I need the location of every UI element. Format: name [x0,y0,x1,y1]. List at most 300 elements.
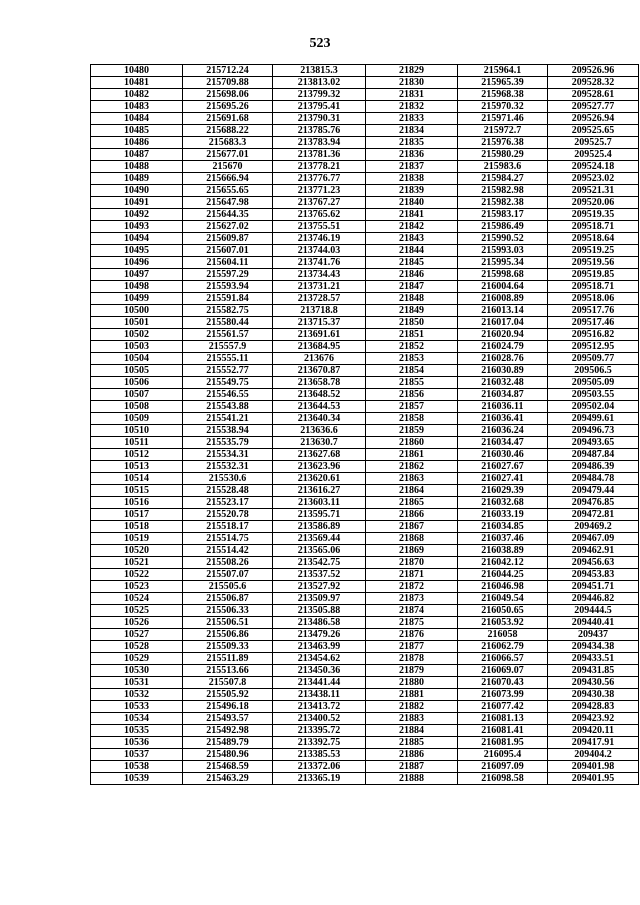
x-coordinate-right: 216033.19 [458,509,548,521]
point-number-left: 10505 [91,365,183,377]
point-number-right: 21872 [366,581,458,593]
y-coordinate-right: 209525.65 [548,125,639,137]
x-coordinate-left: 215609.87 [183,233,273,245]
point-number-right: 21838 [366,173,458,185]
table-row [91,209,639,221]
point-number-left: 10509 [91,413,183,425]
point-number-right: 21833 [366,113,458,125]
x-coordinate-right: 216049.54 [458,593,548,605]
point-number-right: 21880 [366,677,458,689]
x-coordinate-right: 215986.49 [458,221,548,233]
x-coordinate-right: 216081.95 [458,737,548,749]
y-coordinate-right: 209523.02 [548,173,639,185]
point-number-left: 10504 [91,353,183,365]
y-coordinate-right: 209420.11 [548,725,639,737]
table-row [91,221,639,233]
x-coordinate-right: 215972.7 [458,125,548,137]
x-coordinate-left: 215493.57 [183,713,273,725]
y-coordinate-left: 213586.89 [273,521,366,533]
x-coordinate-left: 215507.8 [183,677,273,689]
table-row [91,377,639,389]
y-coordinate-left: 213813.02 [273,77,366,89]
x-coordinate-right: 216029.39 [458,485,548,497]
x-coordinate-left: 215591.84 [183,293,273,305]
point-number-right: 21877 [366,641,458,653]
x-coordinate-right: 215968.38 [458,89,548,101]
x-coordinate-left: 215505.6 [183,581,273,593]
x-coordinate-left: 215489.79 [183,737,273,749]
y-coordinate-right: 209404.2 [548,749,639,761]
table-row [91,401,639,413]
x-coordinate-right: 216066.57 [458,653,548,665]
y-coordinate-left: 213537.52 [273,569,366,581]
y-coordinate-left: 213734.43 [273,269,366,281]
x-coordinate-left: 215506.86 [183,629,273,641]
y-coordinate-left: 213595.71 [273,509,366,521]
y-coordinate-right: 209524.18 [548,161,639,173]
point-number-right: 21854 [366,365,458,377]
y-coordinate-right: 209456.63 [548,557,639,569]
point-number-right: 21855 [366,377,458,389]
x-coordinate-left: 215480.96 [183,749,273,761]
y-coordinate-right: 209431.85 [548,665,639,677]
point-number-left: 10525 [91,605,183,617]
x-coordinate-left: 215507.07 [183,569,273,581]
table-row [91,497,639,509]
y-coordinate-right: 209417.91 [548,737,639,749]
y-coordinate-left: 213527.92 [273,581,366,593]
table-row [91,161,639,173]
y-coordinate-right: 209518.06 [548,293,639,305]
y-coordinate-left: 213691.61 [273,329,366,341]
y-coordinate-right: 209512.95 [548,341,639,353]
y-coordinate-left: 213569.44 [273,533,366,545]
y-coordinate-left: 213385.53 [273,749,366,761]
y-coordinate-left: 213799.32 [273,89,366,101]
x-coordinate-right: 215998.68 [458,269,548,281]
point-number-right: 21839 [366,185,458,197]
x-coordinate-right: 216037.46 [458,533,548,545]
point-number-left: 10486 [91,137,183,149]
point-number-left: 10489 [91,173,183,185]
y-coordinate-left: 213684.95 [273,341,366,353]
x-coordinate-left: 215604.11 [183,257,273,269]
x-coordinate-left: 215506.87 [183,593,273,605]
y-coordinate-left: 213441.44 [273,677,366,689]
x-coordinate-left: 215514.42 [183,545,273,557]
x-coordinate-left: 215695.26 [183,101,273,113]
table-row [91,653,639,665]
x-coordinate-left: 215543.88 [183,401,273,413]
x-coordinate-right: 215983.17 [458,209,548,221]
point-number-right: 21886 [366,749,458,761]
table-row [91,233,639,245]
y-coordinate-right: 209401.98 [548,761,639,773]
point-number-left: 10496 [91,257,183,269]
x-coordinate-left: 215468.59 [183,761,273,773]
y-coordinate-right: 209486.39 [548,461,639,473]
x-coordinate-left: 215557.9 [183,341,273,353]
y-coordinate-left: 213479.26 [273,629,366,641]
x-coordinate-left: 215530.6 [183,473,273,485]
y-coordinate-right: 209503.55 [548,389,639,401]
table-row [91,437,639,449]
y-coordinate-left: 213395.72 [273,725,366,737]
x-coordinate-left: 215514.75 [183,533,273,545]
x-coordinate-left: 215541.21 [183,413,273,425]
point-number-right: 21843 [366,233,458,245]
x-coordinate-left: 215683.3 [183,137,273,149]
x-coordinate-right: 215976.38 [458,137,548,149]
x-coordinate-left: 215691.68 [183,113,273,125]
y-coordinate-right: 209526.94 [548,113,639,125]
point-number-right: 21868 [366,533,458,545]
y-coordinate-right: 209433.51 [548,653,639,665]
table-row [91,713,639,725]
x-coordinate-left: 215666.94 [183,173,273,185]
point-number-right: 21865 [366,497,458,509]
table-row [91,173,639,185]
point-number-left: 10487 [91,149,183,161]
table-row [91,473,639,485]
point-number-right: 21878 [366,653,458,665]
table-row [91,737,639,749]
x-coordinate-right: 215982.98 [458,185,548,197]
x-coordinate-right: 216008.89 [458,293,548,305]
y-coordinate-right: 209472.81 [548,509,639,521]
y-coordinate-left: 213627.68 [273,449,366,461]
y-coordinate-left: 213644.53 [273,401,366,413]
point-number-right: 21851 [366,329,458,341]
point-number-right: 21836 [366,149,458,161]
x-coordinate-right: 216046.98 [458,581,548,593]
y-coordinate-right: 209434.38 [548,641,639,653]
point-number-left: 10529 [91,653,183,665]
page-number: 523 [309,36,331,51]
x-coordinate-right: 216070.43 [458,677,548,689]
point-number-right: 21842 [366,221,458,233]
x-coordinate-left: 215518.17 [183,521,273,533]
y-coordinate-right: 209519.85 [548,269,639,281]
x-coordinate-right: 216034.87 [458,389,548,401]
point-number-right: 21873 [366,593,458,605]
point-number-right: 21881 [366,689,458,701]
table-row [91,137,639,149]
point-number-right: 21835 [366,137,458,149]
point-number-left: 10535 [91,725,183,737]
point-number-right: 21876 [366,629,458,641]
y-coordinate-right: 209499.61 [548,413,639,425]
y-coordinate-left: 213778.21 [273,161,366,173]
y-coordinate-left: 213715.37 [273,317,366,329]
y-coordinate-left: 213365.19 [273,773,366,785]
y-coordinate-right: 209520.06 [548,197,639,209]
point-number-right: 21871 [366,569,458,581]
y-coordinate-right: 209430.56 [548,677,639,689]
point-number-left: 10534 [91,713,183,725]
y-coordinate-right: 209528.61 [548,89,639,101]
x-coordinate-right: 215982.38 [458,197,548,209]
x-coordinate-left: 215505.92 [183,689,273,701]
y-coordinate-left: 213636.6 [273,425,366,437]
y-coordinate-right: 209476.85 [548,497,639,509]
x-coordinate-right: 216030.46 [458,449,548,461]
point-number-right: 21841 [366,209,458,221]
y-coordinate-left: 213616.27 [273,485,366,497]
y-coordinate-left: 213731.21 [273,281,366,293]
table-row [91,725,639,737]
x-coordinate-right: 216036.24 [458,425,548,437]
x-coordinate-left: 215538.94 [183,425,273,437]
table-row [91,365,639,377]
y-coordinate-left: 213392.75 [273,737,366,749]
coordinates-table [90,64,639,785]
point-number-left: 10483 [91,101,183,113]
point-number-left: 10521 [91,557,183,569]
x-coordinate-right: 215965.39 [458,77,548,89]
table-row [91,245,639,257]
point-number-left: 10512 [91,449,183,461]
y-coordinate-right: 209428.83 [548,701,639,713]
x-coordinate-left: 215532.31 [183,461,273,473]
y-coordinate-left: 213623.96 [273,461,366,473]
point-number-right: 21829 [366,65,458,77]
point-number-left: 10527 [91,629,183,641]
x-coordinate-left: 215549.75 [183,377,273,389]
x-coordinate-left: 215688.22 [183,125,273,137]
point-number-left: 10480 [91,65,183,77]
x-coordinate-right: 216032.48 [458,377,548,389]
y-coordinate-left: 213767.27 [273,197,366,209]
y-coordinate-right: 209528.32 [548,77,639,89]
x-coordinate-right: 216017.04 [458,317,548,329]
x-coordinate-right: 215984.27 [458,173,548,185]
table-row [91,533,639,545]
x-coordinate-right: 215980.29 [458,149,548,161]
x-coordinate-left: 215580.44 [183,317,273,329]
point-number-right: 21859 [366,425,458,437]
y-coordinate-right: 209518.71 [548,281,639,293]
x-coordinate-right: 216053.92 [458,617,548,629]
table-row [91,581,639,593]
point-number-right: 21867 [366,521,458,533]
table-row [91,665,639,677]
x-coordinate-right: 216044.25 [458,569,548,581]
point-number-right: 21870 [366,557,458,569]
table-row [91,389,639,401]
table-row [91,677,639,689]
x-coordinate-left: 215509.33 [183,641,273,653]
y-coordinate-left: 213565.06 [273,545,366,557]
y-coordinate-right: 209519.35 [548,209,639,221]
point-number-left: 10501 [91,317,183,329]
y-coordinate-right: 209493.65 [548,437,639,449]
table-row [91,113,639,125]
point-number-right: 21837 [366,161,458,173]
point-number-left: 10519 [91,533,183,545]
table-row [91,593,639,605]
point-number-left: 10490 [91,185,183,197]
x-coordinate-right: 216027.67 [458,461,548,473]
table-row [91,605,639,617]
x-coordinate-right: 215993.03 [458,245,548,257]
table-row [91,197,639,209]
point-number-left: 10526 [91,617,183,629]
point-number-left: 10522 [91,569,183,581]
x-coordinate-right: 215964.1 [458,65,548,77]
point-number-right: 21866 [366,509,458,521]
x-coordinate-left: 215511.89 [183,653,273,665]
y-coordinate-right: 209487.84 [548,449,639,461]
point-number-right: 21856 [366,389,458,401]
y-coordinate-left: 213744.03 [273,245,366,257]
point-number-left: 10538 [91,761,183,773]
point-number-left: 10528 [91,641,183,653]
y-coordinate-right: 209496.73 [548,425,639,437]
table-row [91,65,639,77]
point-number-left: 10482 [91,89,183,101]
x-coordinate-right: 216024.79 [458,341,548,353]
y-coordinate-left: 213795.41 [273,101,366,113]
y-coordinate-right: 209509.77 [548,353,639,365]
point-number-right: 21849 [366,305,458,317]
x-coordinate-right: 216077.42 [458,701,548,713]
x-coordinate-right: 216034.47 [458,437,548,449]
y-coordinate-right: 209525.4 [548,149,639,161]
point-number-left: 10532 [91,689,183,701]
x-coordinate-left: 215644.35 [183,209,273,221]
point-number-left: 10536 [91,737,183,749]
point-number-right: 21861 [366,449,458,461]
point-number-left: 10491 [91,197,183,209]
point-number-right: 21888 [366,773,458,785]
x-coordinate-left: 215677.01 [183,149,273,161]
x-coordinate-right: 216027.41 [458,473,548,485]
x-coordinate-right: 216073.99 [458,689,548,701]
point-number-left: 10492 [91,209,183,221]
y-coordinate-right: 209430.38 [548,689,639,701]
y-coordinate-left: 213783.94 [273,137,366,149]
point-number-left: 10510 [91,425,183,437]
point-number-right: 21874 [366,605,458,617]
table-row [91,269,639,281]
table-row [91,317,639,329]
point-number-right: 21845 [366,257,458,269]
x-coordinate-right: 216034.85 [458,521,548,533]
table-row [91,77,639,89]
x-coordinate-right: 216098.58 [458,773,548,785]
y-coordinate-left: 213785.76 [273,125,366,137]
x-coordinate-left: 215508.26 [183,557,273,569]
y-coordinate-right: 209519.25 [548,245,639,257]
y-coordinate-right: 209437 [548,629,639,641]
x-coordinate-left: 215670 [183,161,273,173]
point-number-left: 10539 [91,773,183,785]
y-coordinate-right: 209469.2 [548,521,639,533]
point-number-right: 21864 [366,485,458,497]
y-coordinate-right: 209521.31 [548,185,639,197]
y-coordinate-left: 213486.58 [273,617,366,629]
y-coordinate-left: 213776.77 [273,173,366,185]
point-number-right: 21832 [366,101,458,113]
y-coordinate-right: 209516.82 [548,329,639,341]
y-coordinate-right: 209525.7 [548,137,639,149]
x-coordinate-right: 216038.89 [458,545,548,557]
x-coordinate-left: 215546.55 [183,389,273,401]
point-number-left: 10488 [91,161,183,173]
y-coordinate-right: 209517.46 [548,317,639,329]
table-row [91,521,639,533]
y-coordinate-right: 209505.09 [548,377,639,389]
y-coordinate-right: 209517.76 [548,305,639,317]
y-coordinate-left: 213630.7 [273,437,366,449]
y-coordinate-right: 209502.04 [548,401,639,413]
y-coordinate-left: 213755.51 [273,221,366,233]
table-row [91,413,639,425]
y-coordinate-right: 209423.92 [548,713,639,725]
table-row [91,305,639,317]
table-row [91,281,639,293]
table-row [91,557,639,569]
y-coordinate-right: 209526.96 [548,65,639,77]
y-coordinate-left: 213648.52 [273,389,366,401]
y-coordinate-right: 209444.5 [548,605,639,617]
y-coordinate-left: 213676 [273,353,366,365]
point-number-right: 21860 [366,437,458,449]
x-coordinate-left: 215506.33 [183,605,273,617]
point-number-left: 10508 [91,401,183,413]
table-row [91,329,639,341]
y-coordinate-left: 213463.99 [273,641,366,653]
y-coordinate-right: 209467.09 [548,533,639,545]
x-coordinate-left: 215561.57 [183,329,273,341]
point-number-right: 21887 [366,761,458,773]
point-number-left: 10499 [91,293,183,305]
point-number-right: 21852 [366,341,458,353]
y-coordinate-left: 213741.76 [273,257,366,269]
y-coordinate-left: 213438.11 [273,689,366,701]
point-number-right: 21850 [366,317,458,329]
table-row [91,125,639,137]
point-number-left: 10484 [91,113,183,125]
y-coordinate-right: 209518.64 [548,233,639,245]
x-coordinate-right: 216030.89 [458,365,548,377]
table-row [91,629,639,641]
x-coordinate-right: 215983.6 [458,161,548,173]
x-coordinate-left: 215496.18 [183,701,273,713]
point-number-left: 10515 [91,485,183,497]
x-coordinate-right: 215970.32 [458,101,548,113]
x-coordinate-left: 215698.06 [183,89,273,101]
x-coordinate-right: 216050.65 [458,605,548,617]
point-number-left: 10502 [91,329,183,341]
x-coordinate-left: 215655.65 [183,185,273,197]
x-coordinate-right: 216028.76 [458,353,548,365]
x-coordinate-right: 216036.41 [458,413,548,425]
point-number-left: 10507 [91,389,183,401]
point-number-left: 10498 [91,281,183,293]
y-coordinate-left: 213790.31 [273,113,366,125]
point-number-left: 10517 [91,509,183,521]
x-coordinate-right: 215971.46 [458,113,548,125]
table-row [91,545,639,557]
table-row [91,617,639,629]
y-coordinate-left: 213815.3 [273,65,366,77]
table-row [91,353,639,365]
point-number-left: 10514 [91,473,183,485]
point-number-left: 10485 [91,125,183,137]
x-coordinate-left: 215534.31 [183,449,273,461]
